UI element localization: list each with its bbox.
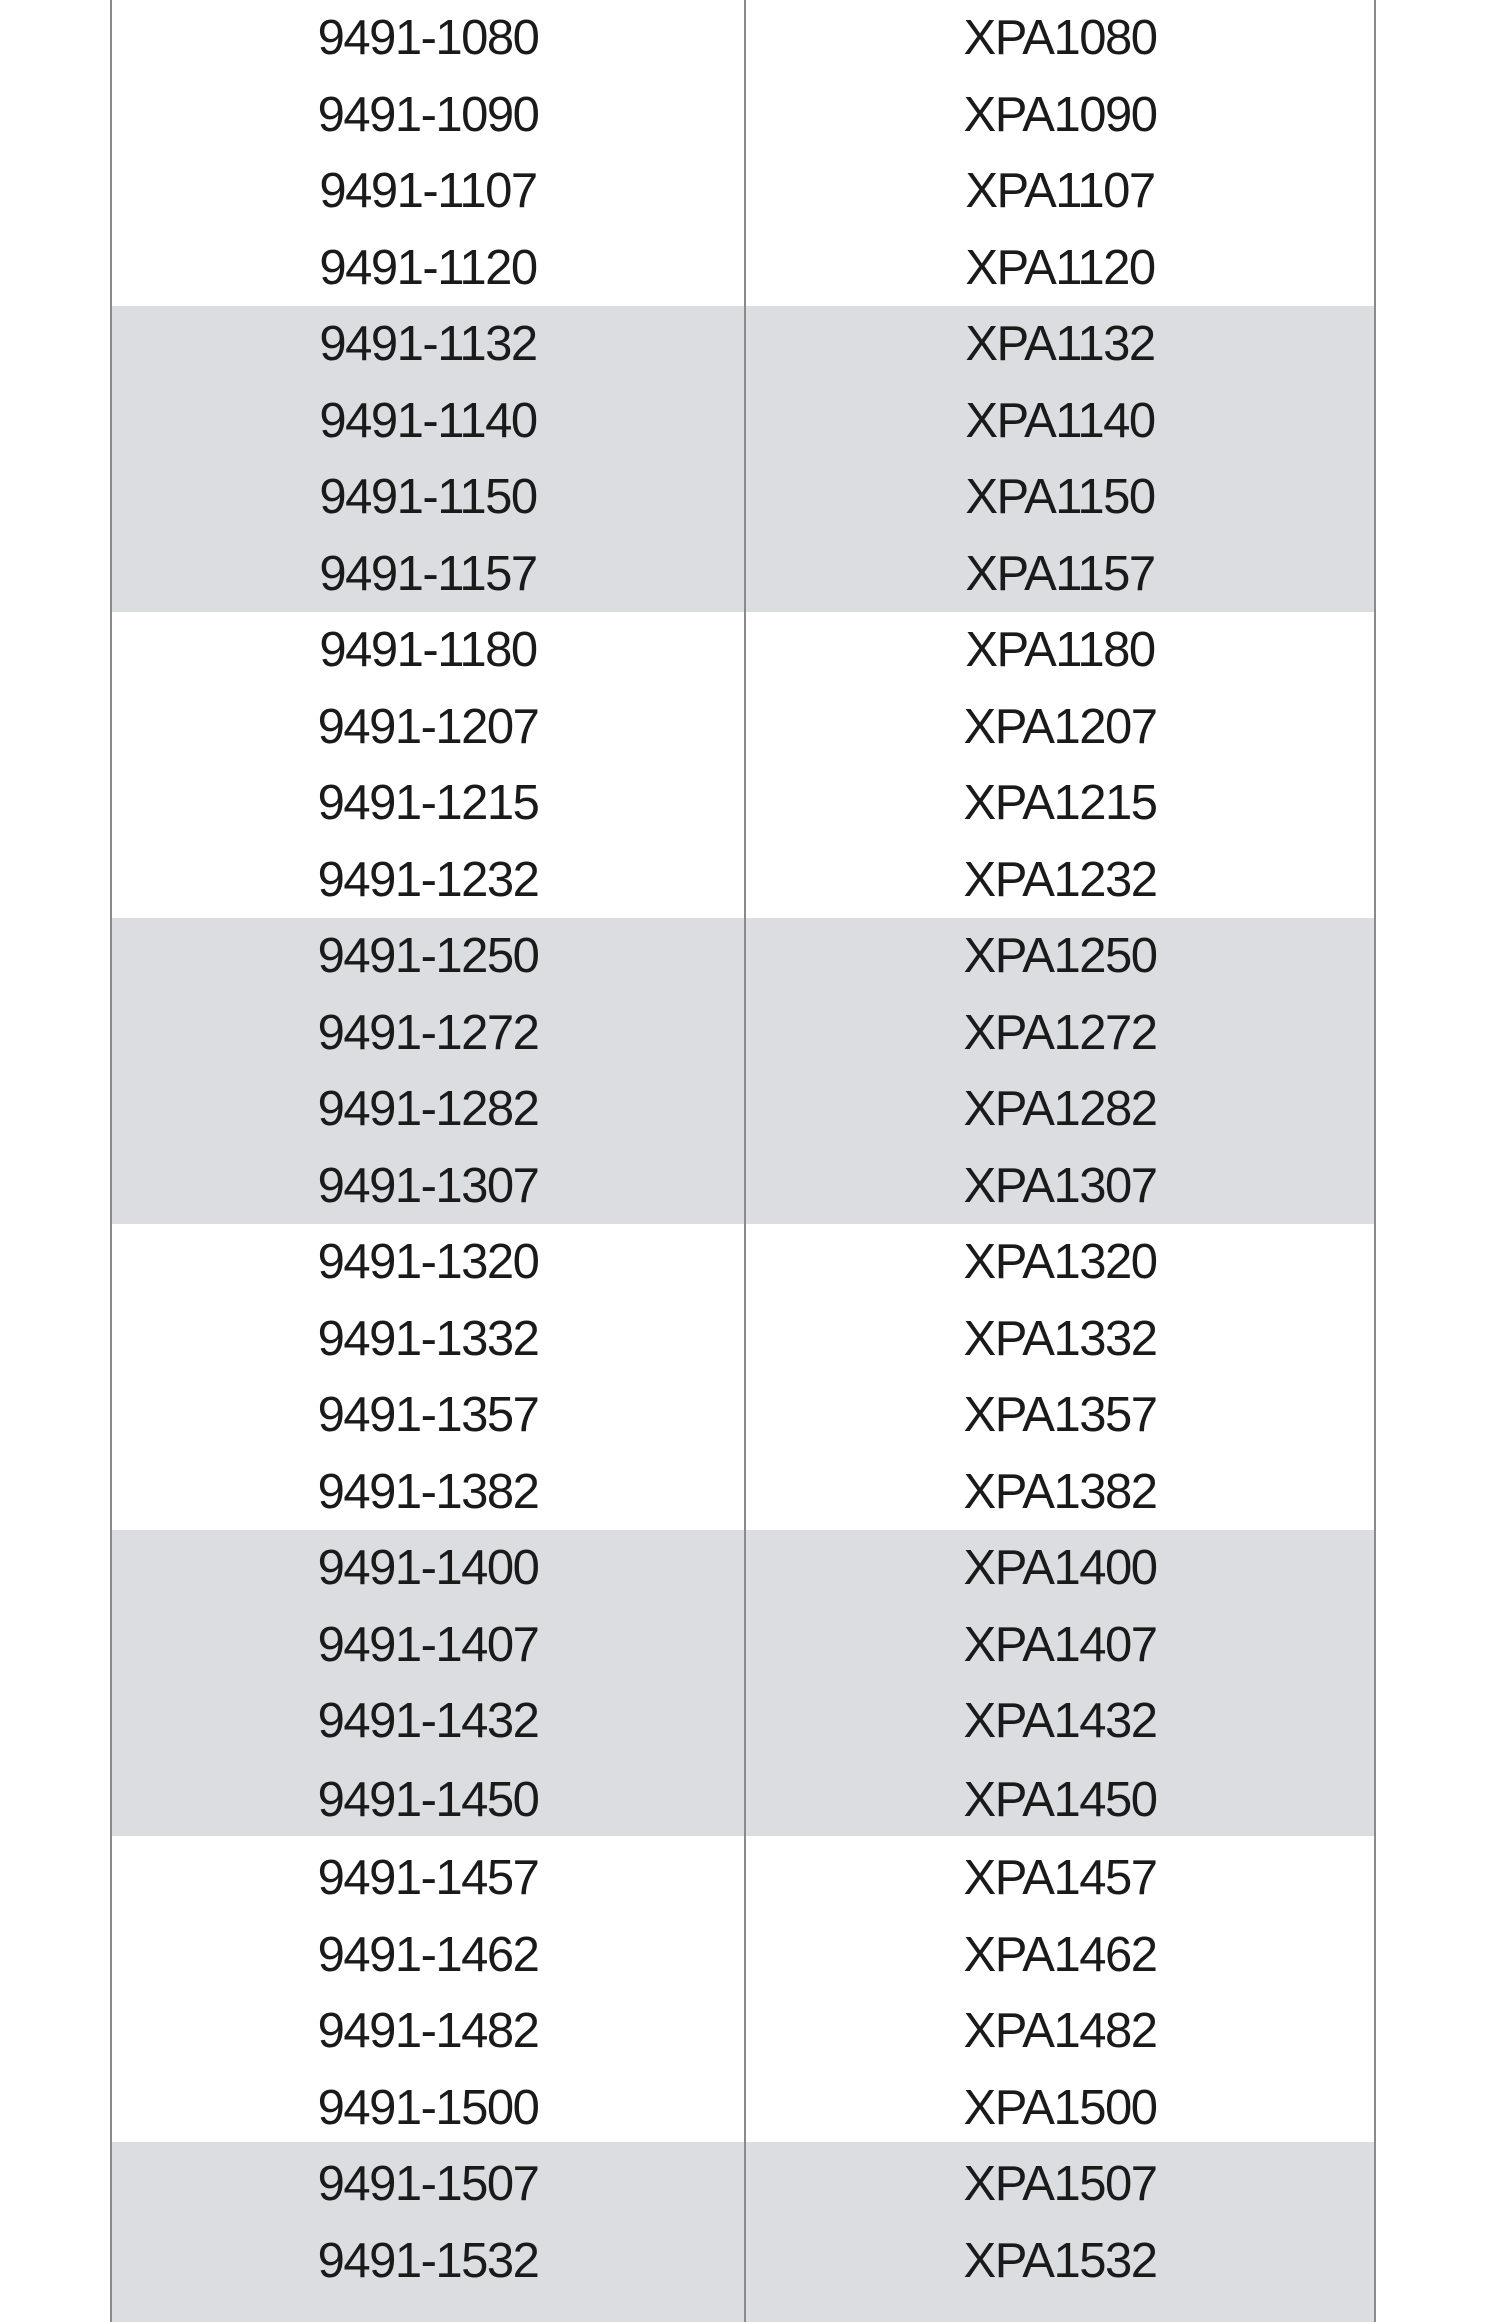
table-row (112, 1224, 1374, 1301)
part-number-cell: 9491-1320 (317, 1235, 539, 1289)
table-row (112, 995, 1374, 1072)
cross-reference-cell: XPA1332 (963, 1311, 1157, 1366)
table-row (112, 1454, 1374, 1531)
part-number-cell: 9491-1140 (319, 393, 537, 448)
table-row (112, 612, 1374, 689)
cross-reference-cell: XPA1357 (963, 1388, 1157, 1442)
cross-reference-cell: XPA1140 (965, 393, 1155, 448)
table-row (112, 1530, 1374, 1607)
table-row (112, 918, 1374, 995)
cross-reference-cell: XPA1090 (963, 87, 1157, 142)
table-row (112, 842, 1374, 919)
cross-reference-cell: XPA1132 (965, 317, 1155, 371)
part-number-cell: 9491-1080 (317, 11, 539, 65)
table-row (112, 536, 1374, 613)
cross-reference-cell: XPA1500 (963, 2080, 1157, 2135)
part-number-cell: 9491-1357 (317, 1388, 539, 1442)
cross-reference-cell: XPA1482 (963, 2004, 1157, 2058)
part-number-cell: 9491-1232 (317, 852, 539, 907)
cross-reference-cell: XPA1150 (965, 470, 1155, 524)
table-row (112, 459, 1374, 536)
cross-reference-cell: XPA1320 (963, 1235, 1157, 1289)
cross-reference-cell: XPA1157 (965, 546, 1155, 601)
table-row (112, 765, 1374, 842)
cross-reference-cell: XPA1207 (963, 699, 1157, 754)
table-row (112, 1993, 1374, 2070)
part-number-cell: 9491-1332 (317, 1311, 539, 1366)
part-number-cell: 9491-1120 (319, 240, 537, 295)
table-row (112, 1917, 1374, 1994)
part-number-cell: 9491-1407 (317, 1617, 539, 1672)
part-number-cell: 9491-1157 (319, 546, 537, 601)
table-row (112, 1377, 1374, 1454)
part-number-cell: 9491-1462 (317, 1927, 539, 1982)
cross-reference-cell: XPA1232 (963, 852, 1157, 907)
cross-reference-cell: XPA1307 (963, 1158, 1157, 1213)
part-number-cell: 9491-1282 (317, 1082, 539, 1136)
part-number-cell: 9491-1482 (317, 2004, 539, 2058)
table-row (112, 1071, 1374, 1148)
table-row (112, 0, 1374, 77)
part-number-cell: 9491-1150 (319, 470, 537, 524)
table-row (112, 2223, 1374, 2300)
part-number-cell: 9491-1132 (319, 317, 537, 371)
table-row (112, 153, 1374, 230)
cross-reference-cell: XPA1462 (963, 1927, 1157, 1982)
part-number-cell: 9491-1107 (319, 164, 537, 218)
part-number-cell: 9491-1382 (317, 1464, 539, 1519)
table-row (112, 230, 1374, 307)
part-number-cell: 9491-1272 (317, 1005, 539, 1060)
cross-reference-cell: XPA1382 (963, 1464, 1157, 1519)
table-row (112, 1607, 1374, 1684)
cross-reference-cell: XPA1457 (963, 1851, 1157, 1905)
cross-reference-cell: XPA1272 (963, 1005, 1157, 1060)
part-number-cell: 9491-1507 (317, 2157, 539, 2211)
cross-reference-cell: XPA1507 (963, 2157, 1157, 2211)
table-row (112, 1683, 1374, 1760)
part-number-cell: 9491-1500 (317, 2080, 539, 2135)
cross-reference-cell: XPA1180 (965, 623, 1155, 677)
table-row (112, 306, 1374, 383)
table-row (112, 1762, 1374, 1839)
table-row (112, 1840, 1374, 1917)
cross-reference-cell: XPA1407 (963, 1617, 1157, 1672)
cross-reference-cell: XPA1080 (963, 11, 1157, 65)
part-number-cell: 9491-1450 (317, 1773, 539, 1827)
table-row (112, 383, 1374, 460)
part-number-cell: 9491-1400 (317, 1541, 539, 1595)
cross-reference-cell: XPA1532 (963, 2233, 1157, 2288)
table-row (112, 2146, 1374, 2223)
part-number-cell: 9491-1250 (317, 929, 539, 983)
table-row (112, 77, 1374, 154)
cross-reference-cell: XPA1432 (963, 1694, 1157, 1748)
table-row (112, 1301, 1374, 1378)
cross-reference-cell: XPA1282 (963, 1082, 1157, 1136)
part-number-cell: 9491-1215 (317, 776, 539, 830)
part-number-cell: 9491-1207 (317, 699, 539, 754)
part-number-cell: 9491-1457 (317, 1851, 539, 1905)
part-number-cell: 9491-1180 (319, 623, 537, 677)
cross-reference-cell: XPA1120 (965, 240, 1155, 295)
table-row (112, 689, 1374, 766)
part-number-cell: 9491-1307 (317, 1158, 539, 1213)
cross-reference-cell: XPA1250 (963, 929, 1157, 983)
cross-reference-table (110, 0, 1376, 2322)
cross-reference-cell: XPA1400 (963, 1541, 1157, 1595)
part-number-cell: 9491-1532 (317, 2233, 539, 2288)
cross-reference-cell: XPA1450 (963, 1773, 1157, 1827)
cross-reference-cell: XPA1215 (963, 776, 1157, 830)
part-number-cell: 9491-1090 (317, 87, 539, 142)
cross-reference-cell: XPA1107 (965, 164, 1155, 218)
table-row (112, 1148, 1374, 1225)
table-row (112, 2070, 1374, 2147)
part-number-cell: 9491-1432 (317, 1694, 539, 1748)
